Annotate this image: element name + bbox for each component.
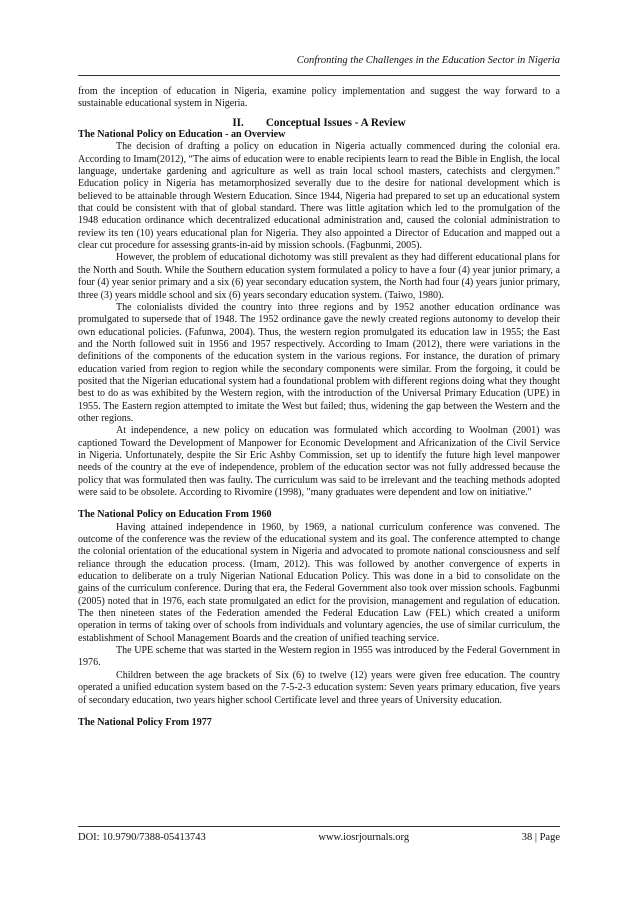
- subheading-from-1977: The National Policy From 1977: [78, 716, 212, 728]
- running-header: Confronting the Challenges in the Education Sector in Nigeria: [296, 55, 560, 66]
- header-divider: [78, 75, 560, 76]
- paragraph: The colonialists divided the country into three regions and by 1952 another education ordinance was promulgated to supersede that of 1948. The 1952 ordinance gave the newly created regions autonomy to develop their own educational policies. (Fafunwa, 2004). Thus, the western region promulgated its education law in 1955; the East and the North followed suit in 1956 and 1957 respectively. According to Imam (2012), there were variations in the definitions of the components of the education system in the various regions. For instance, the duration of primary education varied from region to region while the secondary components were similar. From the forgoing, it could be posited that the Nigerian educational system had a foundational problem with different regions doing what they thought best to do as was exhibited by the Western region, with the introduction of the Universal Primary Education (UPE) in 1955. The Eastern region attempted to imitate the West but failed; thus, widening the gap between the Western and the other regions.: [78, 301, 560, 424]
- section-title: Conceptual Issues - A Review: [265, 116, 406, 129]
- journal-website: www.iosrjournals.org: [318, 832, 410, 843]
- section-heading: [78, 117, 560, 129]
- section-number: II.: [232, 116, 244, 129]
- paragraph: The UPE scheme that was started in the Western region in 1955 was introduced by the Federal Government in 1976.: [78, 645, 560, 669]
- footer-divider: [78, 826, 560, 827]
- paragraph: The decision of drafting a policy on education in Nigeria actually commenced during the colonial era. According to Imam(2012), “The aims of education were to enable recipients learn to read the Bible in English, the local language, undertake gardening and agriculture as well as train local school masters, catechists and clergymen.” Education policy in Nigeria has metamorphosized severally due to the desire for national development which is believed to be attainable through Western Education. Since 1944, Nigeria had prepared to set up an educational system that could be consistent with that of global standard. There was little agitation which led to the promulgation of the 1948 education ordinance which decentralized educational administration and, caused the colonial administration to review its ten (10) years educational plan for Nigeria. They also appointed a Director of Education and mapped out a clear cut procedure for assessing grants-in-aid by mission schools. (Fagbunmi, 2005).: [78, 141, 560, 252]
- paragraph: Children between the age brackets of Six (6) to twelve (12) years were given free education. The country operated a unified education system based on the 7-5-2-3 education system: Seven years primary education, five years of secondary education, two years higher school Certificate level and three years of University education.: [78, 669, 560, 706]
- paragraph: At independence, a new policy on education was formulated which according to Woolman (2001) was captioned Toward the Development of Manpower for Economic Development and Africanization of the Civil Service in Nigeria. Unfortunately, despite the Sir Eric Ashby Commission, set up to identify the future high level manpower needs of the country at the eve of independence, problem of the education sector was not fully addressed because the policy that was formulated then was faulty. The curriculum was said to be irrelevant and the teaching methods adopted were said to be obsolete. According to Rivomire (1998), "many graduates were dependent and low on initiative.": [78, 425, 560, 498]
- doi-text: DOI: 10.9790/7388-05413743: [78, 832, 206, 843]
- paragraph: However, the problem of educational dichotomy was still prevalent as they had different educational plans for the North and South. While the Southern education system formulated a policy to have a four (4) year junior primary, a four (4) year senior primary and a six (6) year secondary education system, the North had four (4) years junior primary, three (3) years middle school and six (6) years secondary education system. (Taiwo, 1980).: [78, 252, 560, 301]
- intro-paragraph: from the inception of education in Nigeria, examine policy implementation and suggest the way forward to a sustainable educational system in Nigeria.: [78, 86, 560, 110]
- paragraph: Having attained independence in 1960, by 1969, a national curriculum conference was convened. The outcome of the conference was the review of the educational system and its goal. The conference attempted to change the colonial orientation of the educational system in Nigeria and advocated to promote national consciousness and self reliance through the education process. (Imam, 2012). This was followed by another convergence of experts in education to deliberate on a truly Nigerian National Education Policy. This was done in a bid to consolidate on the gains of the curriculum conference. During that era, the Federal Government also took over mission schools. Fagbunmi (2005) noted that in 1976, each state promulgated an edict for the provision, management and regulation of education. The then nineteen states of the Federation amended the Federal Education Law (FEL) which created a uniform operation in terms of taking over of schools from individuals and voluntary agencies, the use of similar curriculum, the establishment of School Management Boards and the creation of unified teaching service.: [78, 521, 560, 644]
- article-body: [78, 86, 560, 729]
- subheading-from-1960: The National Policy on Education From 1960: [78, 509, 272, 521]
- subheading-overview: The National Policy on Education - an Overview: [78, 129, 286, 141]
- page-number: 38 | Page: [521, 832, 560, 843]
- page-footer: [78, 832, 560, 843]
